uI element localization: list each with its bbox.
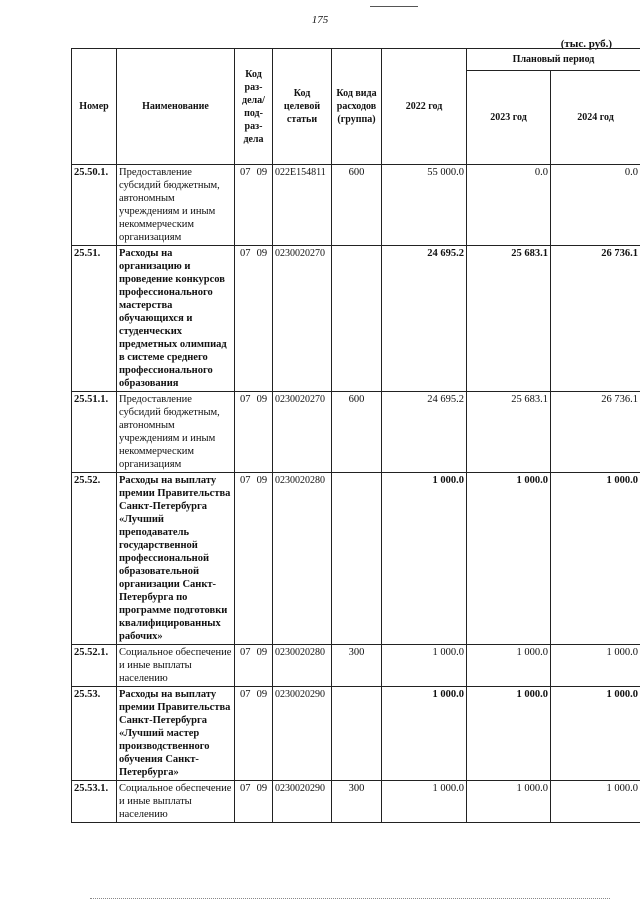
row-kind-code <box>332 687 382 781</box>
row-amount-2024: 1 000.0 <box>551 781 640 823</box>
row-kind-code: 300 <box>332 781 382 823</box>
bottom-rule <box>90 898 610 899</box>
subsection-code: 09 <box>256 475 268 486</box>
row-amount-2024: 1 000.0 <box>551 473 640 645</box>
subsection-code: 09 <box>256 689 268 700</box>
table-row <box>72 392 640 473</box>
row-amount-2024: 26 736.1 <box>551 392 640 473</box>
row-target-code: 0230020270 <box>273 246 332 392</box>
section-code: 07 <box>239 167 251 178</box>
row-amount-2023: 1 000.0 <box>467 781 551 823</box>
subsection-code: 09 <box>256 248 268 259</box>
units-label: (тыс. руб.) <box>560 38 612 50</box>
row-section-code <box>235 246 273 392</box>
row-name: Предоставление субсидий бюджетным, автономным учреждениям и иным некоммерческим организациям <box>117 392 235 473</box>
row-target-code: 0230020290 <box>273 781 332 823</box>
row-amount-2022: 1 000.0 <box>382 645 467 687</box>
row-amount-2023: 1 000.0 <box>467 687 551 781</box>
row-amount-2022: 24 695.2 <box>382 246 467 392</box>
header-row-top <box>72 49 640 71</box>
header-section-code: Код раз- дела/ под- раз- дела <box>235 49 273 165</box>
header-kind-code: Код вида расходов (группа) <box>332 49 382 165</box>
row-amount-2024: 0.0 <box>551 165 640 246</box>
subsection-code: 09 <box>256 167 268 178</box>
row-amount-2023: 1 000.0 <box>467 645 551 687</box>
row-number: 25.51.1. <box>72 392 117 473</box>
row-name: Расходы на выплату премии Правительства Санкт-Петербурга «Лучший преподаватель государственной профессиональной образовательной организации Санкт-Петербурга по программе подготовки квалифицированных рабочих» <box>117 473 235 645</box>
row-amount-2023: 25 683.1 <box>467 392 551 473</box>
row-number: 25.50.1. <box>72 165 117 246</box>
row-kind-code <box>332 473 382 645</box>
row-amount-2024: 26 736.1 <box>551 246 640 392</box>
row-target-code: 022E154811 <box>273 165 332 246</box>
row-section-code <box>235 781 273 823</box>
row-name: Предоставление субсидий бюджетным, автономным учреждениям и иным некоммерческим организациям <box>117 165 235 246</box>
row-kind-code: 600 <box>332 165 382 246</box>
row-kind-code: 300 <box>332 645 382 687</box>
row-target-code: 0230020290 <box>273 687 332 781</box>
subsection-code: 09 <box>256 647 268 658</box>
row-section-code <box>235 645 273 687</box>
section-code: 07 <box>239 689 251 700</box>
header-name: Наименование <box>117 49 235 165</box>
budget-table <box>71 48 640 823</box>
row-name: Расходы на организацию и проведение конкурсов профессионального мастерства обучающихся и студенческих предметных олимпиад в системе среднего профессионального образования <box>117 246 235 392</box>
row-number: 25.51. <box>72 246 117 392</box>
header-number: Номер <box>72 49 117 165</box>
row-section-code <box>235 165 273 246</box>
header-planned-period: Плановый период <box>467 49 640 71</box>
section-code: 07 <box>239 248 251 259</box>
row-amount-2023: 1 000.0 <box>467 473 551 645</box>
row-name: Социальное обеспечение и иные выплаты населению <box>117 645 235 687</box>
row-target-code: 0230020270 <box>273 392 332 473</box>
section-code: 07 <box>239 394 251 405</box>
row-number: 25.53.1. <box>72 781 117 823</box>
row-name: Расходы на выплату премии Правительства Санкт-Петербурга «Лучший мастер производственного обучения Санкт-Петербурга» <box>117 687 235 781</box>
section-code: 07 <box>239 475 251 486</box>
row-section-code <box>235 687 273 781</box>
row-amount-2022: 24 695.2 <box>382 392 467 473</box>
row-section-code <box>235 473 273 645</box>
row-kind-code <box>332 246 382 392</box>
table-row <box>72 645 640 687</box>
header-target-code: Код целевой статьи <box>273 49 332 165</box>
table-row <box>72 687 640 781</box>
section-code: 07 <box>239 647 251 658</box>
row-kind-code: 600 <box>332 392 382 473</box>
header-year-2022: 2022 год <box>382 49 467 165</box>
header-year-2024: 2024 год <box>551 71 640 165</box>
row-amount-2024: 1 000.0 <box>551 645 640 687</box>
row-amount-2022: 1 000.0 <box>382 781 467 823</box>
row-target-code: 0230020280 <box>273 645 332 687</box>
row-number: 25.52.1. <box>72 645 117 687</box>
top-rule <box>370 6 418 7</box>
table-row <box>72 246 640 392</box>
row-amount-2022: 1 000.0 <box>382 687 467 781</box>
row-number: 25.52. <box>72 473 117 645</box>
header-year-2023: 2023 год <box>467 71 551 165</box>
row-amount-2023: 0.0 <box>467 165 551 246</box>
table-row <box>72 781 640 823</box>
row-name: Социальное обеспечение и иные выплаты населению <box>117 781 235 823</box>
row-number: 25.53. <box>72 687 117 781</box>
row-amount-2024: 1 000.0 <box>551 687 640 781</box>
row-amount-2023: 25 683.1 <box>467 246 551 392</box>
row-amount-2022: 55 000.0 <box>382 165 467 246</box>
page-number: 175 <box>311 14 329 26</box>
row-amount-2022: 1 000.0 <box>382 473 467 645</box>
row-section-code <box>235 392 273 473</box>
subsection-code: 09 <box>256 783 268 794</box>
table-row <box>72 473 640 645</box>
table-row <box>72 165 640 246</box>
section-code: 07 <box>239 783 251 794</box>
subsection-code: 09 <box>256 394 268 405</box>
row-target-code: 0230020280 <box>273 473 332 645</box>
